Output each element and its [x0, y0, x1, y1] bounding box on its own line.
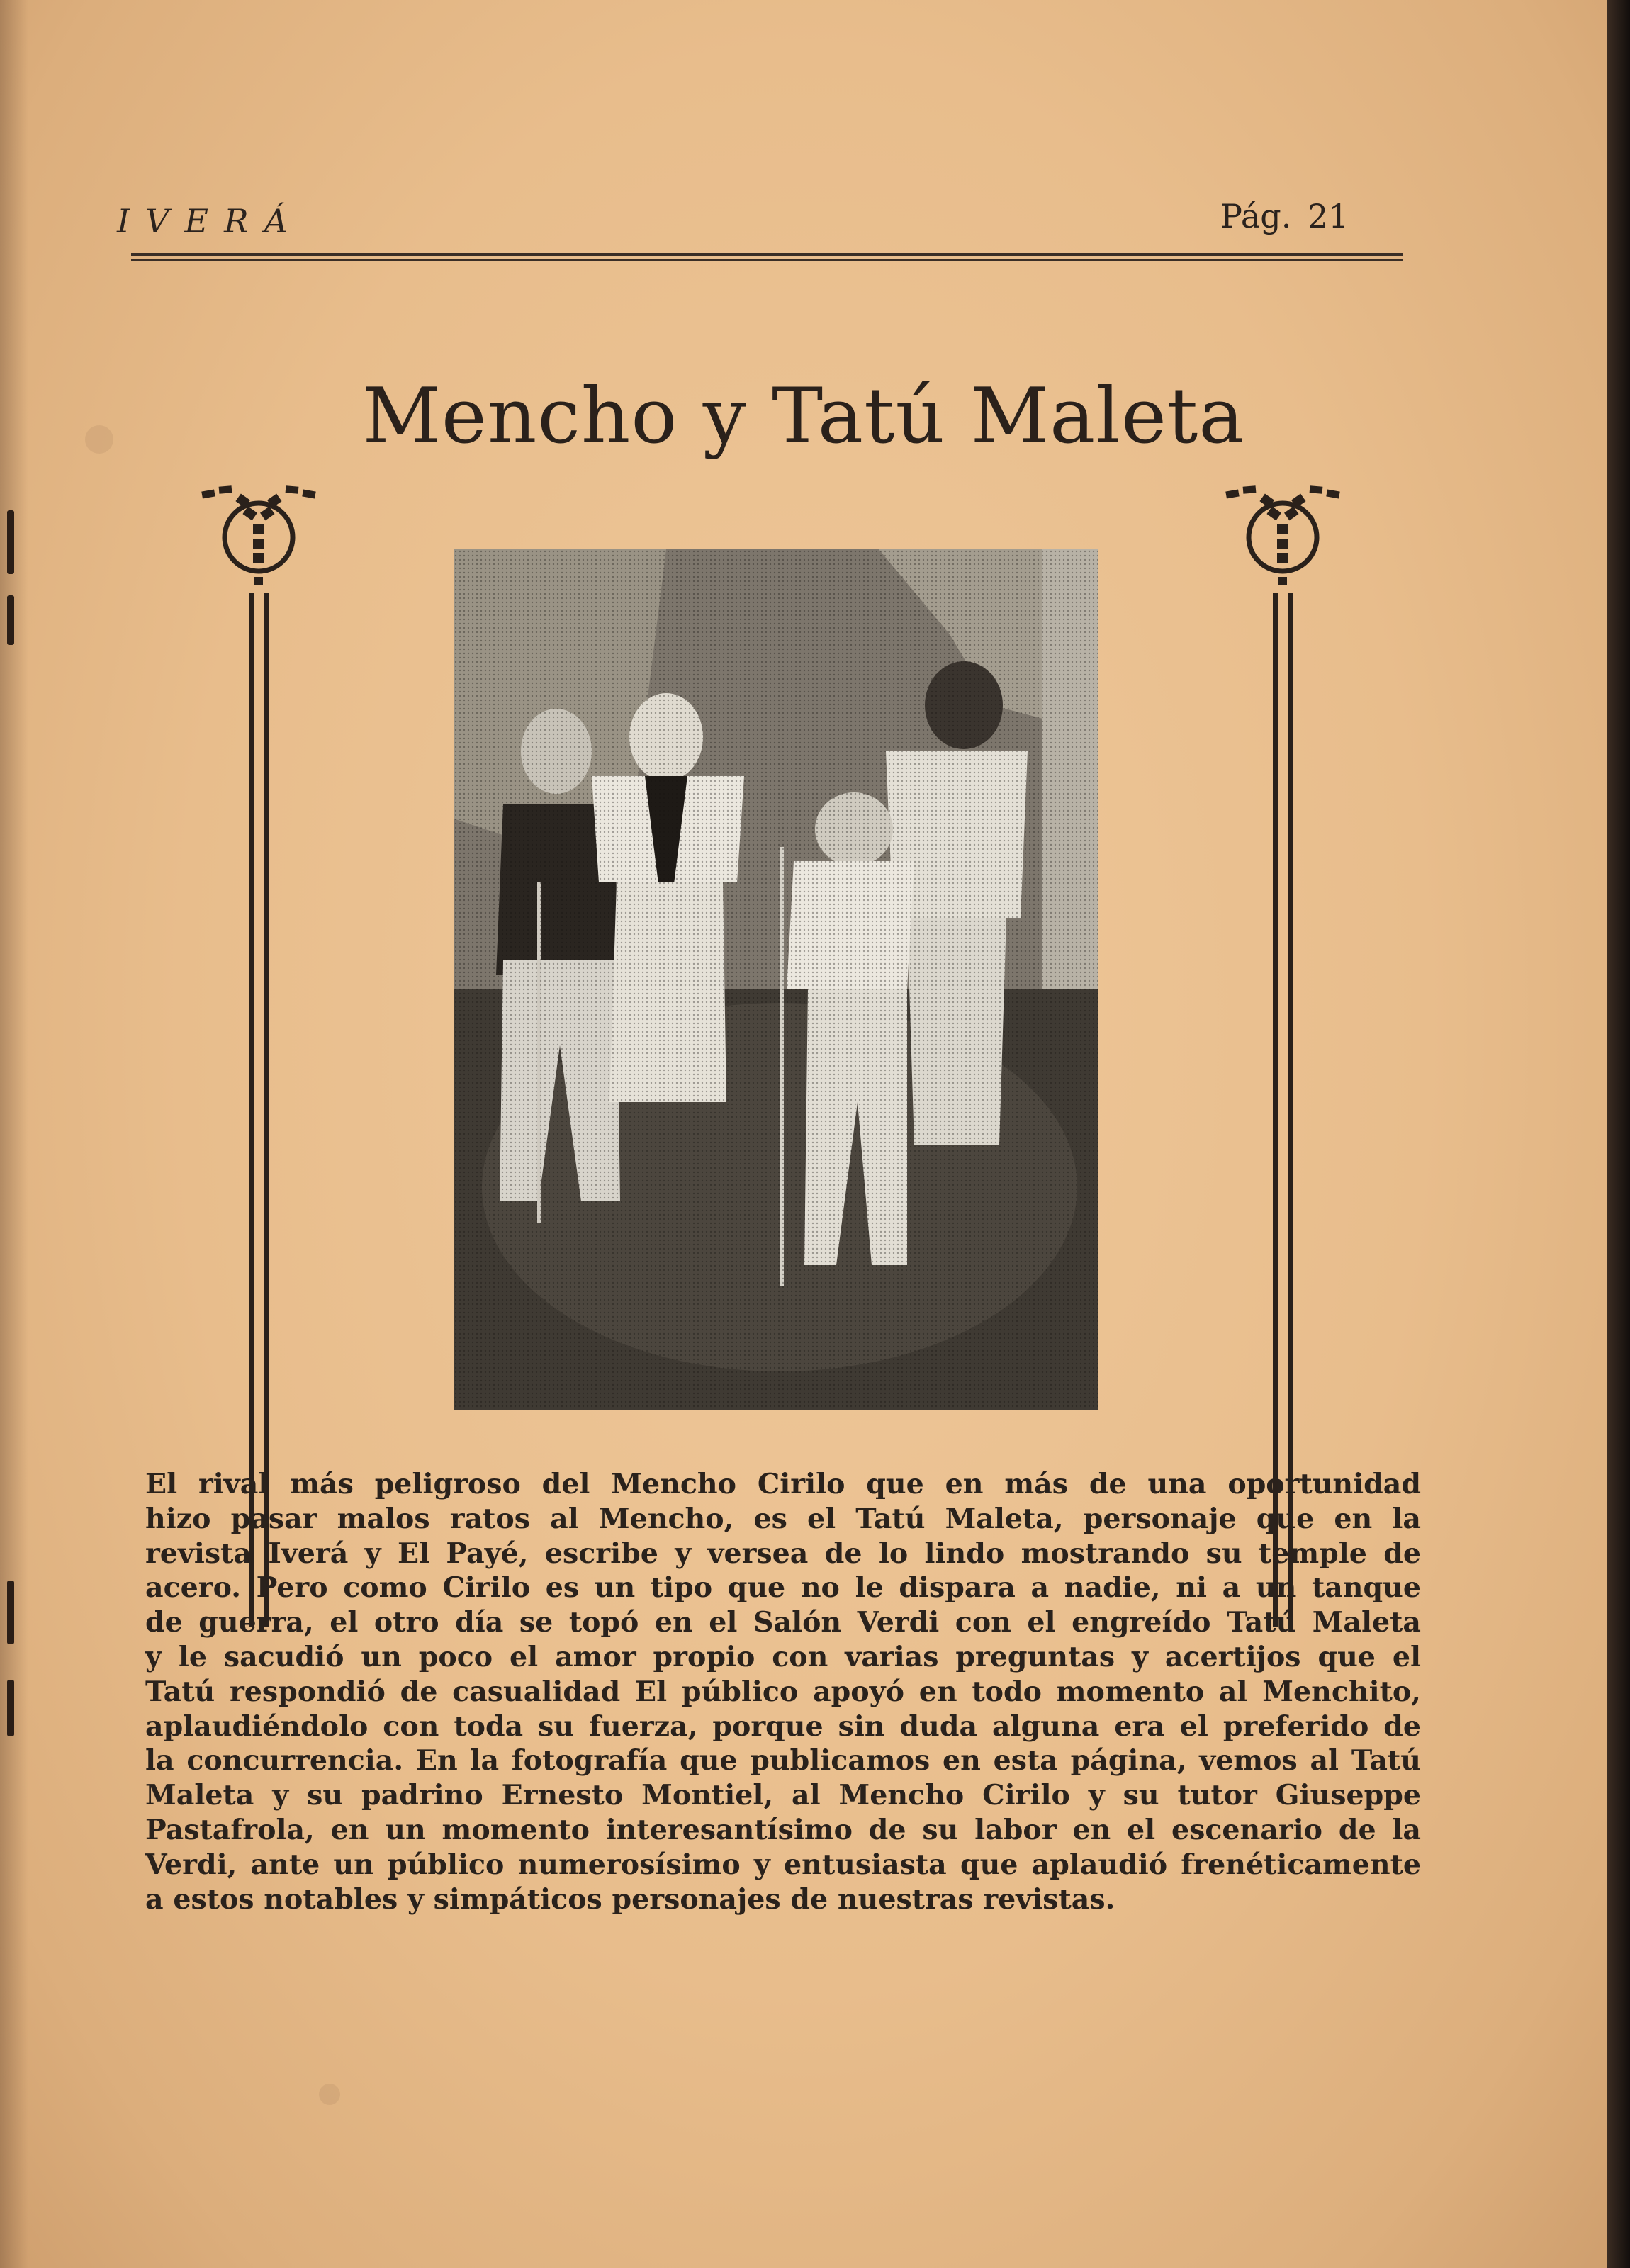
- decorative-ornament-left: [188, 468, 330, 1630]
- article-body: [145, 1467, 1421, 1916]
- article-body-line: aplaudiéndolo con toda su fuerza, porque sin duda alguna era el preferido de: [145, 1710, 1421, 1743]
- binding-mark: [7, 1680, 14, 1736]
- article-body-line: de guerra, el otro día se topó en el Salón Verdi con el engreído Tatú Maleta: [145, 1606, 1421, 1639]
- header-rule: [131, 259, 1403, 261]
- article-body-line: acero. Pero como Cirilo es un tipo que no le dispara a nadie, ni a un tanque: [145, 1571, 1421, 1605]
- decorative-ornament-right: [1212, 468, 1354, 1630]
- article-body-line: El rival más peligroso del Mencho Cirilo que en más de una oportunidad: [145, 1468, 1421, 1500]
- article-body-line: Maleta y su padrino Ernesto Montiel, al Mencho Cirilo y su tutor Giuseppe: [145, 1779, 1421, 1812]
- binding-mark: [7, 510, 14, 574]
- page-edge: [1607, 0, 1630, 2268]
- binding-mark: [7, 1581, 14, 1644]
- running-header-publication: IVERÁ: [117, 202, 303, 240]
- binding-mark: [7, 595, 14, 645]
- article-body-line: y le sacudió un poco el amor propio con varias preguntas y acertijos que el: [145, 1640, 1421, 1673]
- paper-stain: [319, 2084, 340, 2105]
- article-body-line: Verdi, ante un público numerosísimo y entusiasta que aplaudió frenéticamente: [145, 1848, 1421, 1881]
- article-body-line: revista Iverá y El Payé, escribe y versea de lo lindo mostrando su temple de: [145, 1537, 1421, 1570]
- article-body-line: a estos notables y simpáticos personajes de nuestras revistas.: [145, 1882, 1115, 1916]
- article-title: Mencho y Tatú Maleta: [362, 372, 1245, 461]
- page-fold-shadow: [0, 0, 28, 2268]
- article-body-line: Pastafrola, en un momento interesantísimo de su labor en el escenario de la: [145, 1813, 1421, 1846]
- article-body-line: hizo pasar malos ratos al Mencho, es el Tatú Maleta, personaje que en la: [145, 1502, 1421, 1535]
- article-body-line: Tatú respondió de casualidad El público apoyó en todo momento al Menchito,: [145, 1675, 1421, 1708]
- article-photograph: [454, 549, 1098, 1410]
- page-number: Pág. 21: [1220, 197, 1349, 235]
- header-rule: [131, 253, 1403, 256]
- article-body-line: la concurrencia. En la fotografía que publicamos en esta página, vemos al Tatú: [145, 1744, 1421, 1778]
